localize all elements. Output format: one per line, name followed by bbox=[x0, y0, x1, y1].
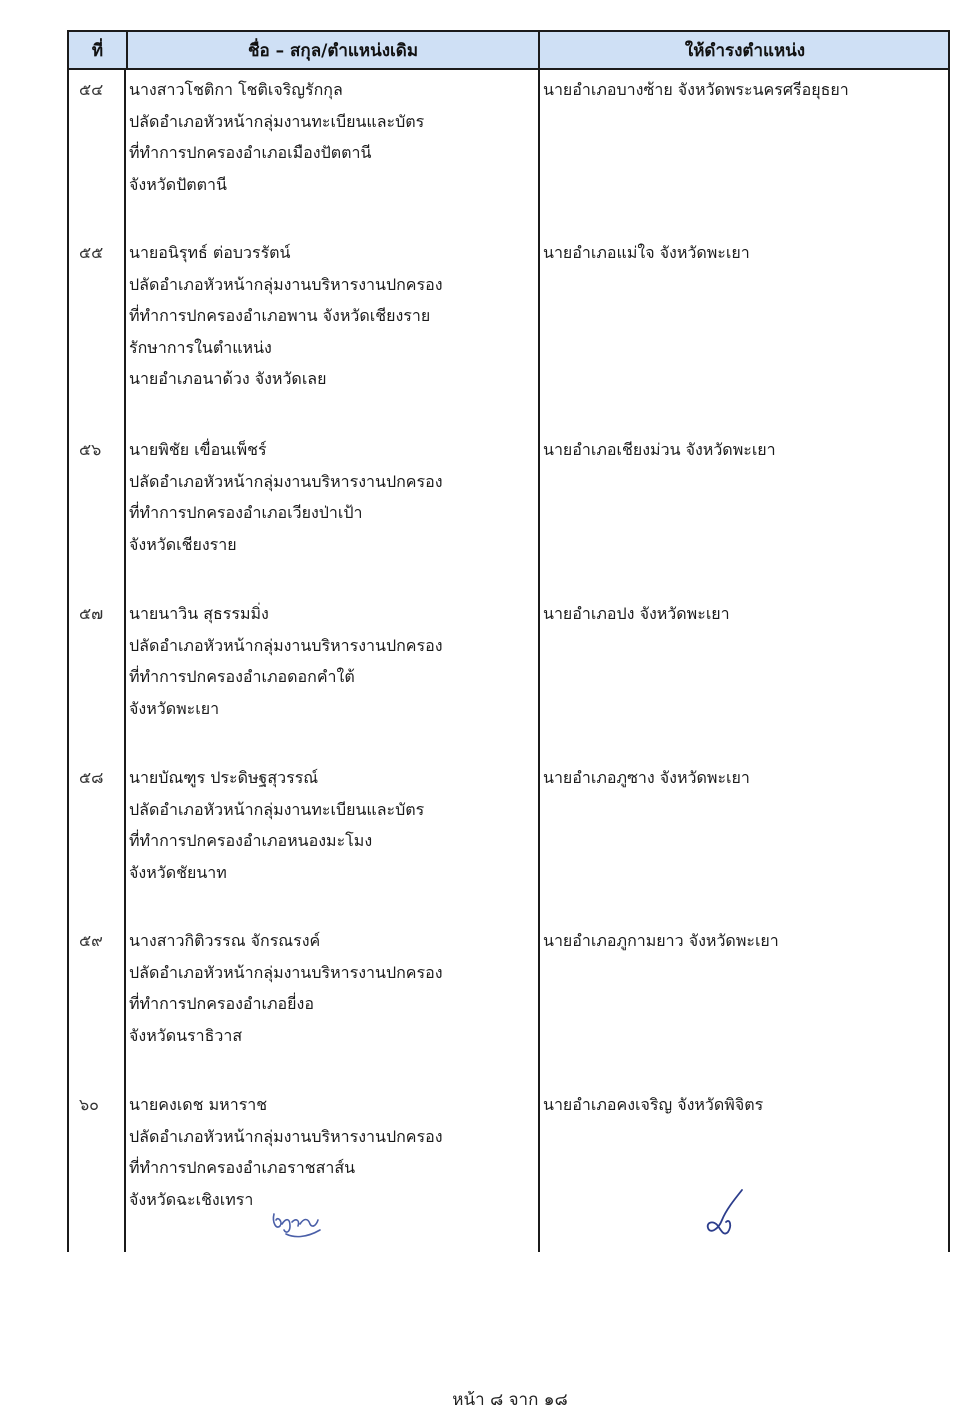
new-position: นายอำเภอภูกามยาว จังหวัดพะเยา bbox=[543, 931, 779, 950]
new-position: นายอำเภอบางซ้าย จังหวัดพระนครศรีอยุธยา bbox=[543, 80, 849, 99]
old-position-line: ปลัดอำเภอหัวหน้ากลุ่มงานบริหารงานปกครอง bbox=[129, 1126, 443, 1146]
person-name: นายคงเดช มหาราช bbox=[129, 1095, 268, 1114]
old-position-line: นายอำเภอนาด้วง จังหวัดเลย bbox=[129, 369, 327, 388]
person-name: นางสาวโชติกา โชติเจริญรักกุล bbox=[129, 80, 343, 99]
old-position-line: ปลัดอำเภอหัวหน้ากลุ่มงานทะเบียนและบัตร bbox=[129, 111, 425, 131]
name-position-cell bbox=[129, 237, 529, 395]
row-number: ๕๙ bbox=[79, 931, 103, 950]
table-border-right bbox=[948, 70, 950, 1252]
row-number: ๕๔ bbox=[79, 80, 104, 99]
page-number: หน้า ๘ จาก ๑๘ bbox=[452, 1390, 568, 1410]
old-position-line: ปลัดอำเภอหัวหน้ากลุ่มงานทะเบียนและบัตร bbox=[129, 799, 425, 819]
row-number: ๕๖ bbox=[79, 440, 102, 459]
old-position-line: ที่ทำการปกครองอำเภอหนองมะโมง bbox=[129, 831, 373, 850]
table-divider-position bbox=[538, 70, 540, 1252]
row-number: ๖๐ bbox=[79, 1095, 99, 1114]
old-position-line: ที่ทำการปกครองอำเภอราชสาส์น bbox=[129, 1158, 356, 1177]
new-position: นายอำเภอปง จังหวัดพะเยา bbox=[543, 604, 730, 623]
old-position-line: ที่ทำการปกครองอำเภอพาน จังหวัดเชียงราย bbox=[129, 306, 431, 325]
old-position-line: จังหวัดชัยนาท bbox=[129, 862, 227, 882]
name-position-cell bbox=[129, 925, 529, 1051]
old-position-line: จังหวัดฉะเชิงเทรา bbox=[129, 1189, 254, 1209]
person-name: นายพิชัย เขื่อนเพ็ชร์ bbox=[129, 440, 267, 459]
person-name: นายนาวิน สุธรรมมิ่ง bbox=[129, 604, 269, 623]
old-position-line: จังหวัดพะเยา bbox=[129, 698, 220, 718]
handwritten-initials-signature bbox=[268, 1204, 328, 1242]
handwritten-initial-signature bbox=[700, 1186, 752, 1240]
header-name-position: ชื่อ – สกุล/ตำแหน่งเดิม bbox=[247, 41, 419, 61]
row-number: ๕๕ bbox=[79, 243, 104, 262]
old-position-line: จังหวัดเชียงราย bbox=[129, 534, 237, 554]
table-divider-no bbox=[124, 70, 126, 1252]
new-position: นายอำเภอเชียงม่วน จังหวัดพะเยา bbox=[543, 440, 776, 459]
old-position-line: ปลัดอำเภอหัวหน้ากลุ่มงานบริหารงานปกครอง bbox=[129, 471, 443, 491]
old-position-line: ที่ทำการปกครองอำเภอเวียงป่าเป้า bbox=[129, 503, 363, 522]
name-position-cell bbox=[129, 762, 529, 888]
old-position-line: ปลัดอำเภอหัวหน้ากลุ่มงานบริหารงานปกครอง bbox=[129, 635, 443, 655]
name-position-cell bbox=[129, 598, 529, 724]
old-position-line: จังหวัดนราธิวาส bbox=[129, 1025, 243, 1045]
table-border-left bbox=[67, 70, 69, 1252]
new-position: นายอำเภอภูซาง จังหวัดพะเยา bbox=[543, 768, 750, 787]
name-position-cell bbox=[129, 1089, 529, 1215]
new-position: นายอำเภอคงเจริญ จังหวัดพิจิตร bbox=[543, 1095, 764, 1114]
person-name: นายอนิรุทธ์ ต่อบวรรัตน์ bbox=[129, 243, 291, 262]
person-name: นายบัณฑูร ประดิษฐสุวรรณ์ bbox=[129, 768, 319, 787]
header-new-position: ให้ดำรงตำแหน่ง bbox=[684, 41, 806, 61]
header-no: ที่ bbox=[91, 41, 104, 61]
person-name: นางสาวกิติวรรณ จักรณรงค์ bbox=[129, 931, 321, 950]
new-position: นายอำเภอแม่ใจ จังหวัดพะเยา bbox=[543, 243, 750, 262]
row-number: ๕๗ bbox=[79, 604, 104, 623]
old-position-line: รักษาการในตำแหน่ง bbox=[129, 337, 272, 357]
old-position-line: ที่ทำการปกครองอำเภอดอกคำใต้ bbox=[129, 667, 355, 686]
old-position-line: ที่ทำการปกครองอำเภอยี่งอ bbox=[129, 994, 314, 1013]
name-position-cell bbox=[129, 434, 529, 560]
name-position-cell bbox=[129, 74, 529, 200]
row-number: ๕๘ bbox=[79, 768, 104, 787]
old-position-line: ปลัดอำเภอหัวหน้ากลุ่มงานบริหารงานปกครอง bbox=[129, 274, 443, 294]
table-header bbox=[67, 30, 950, 70]
old-position-line: ที่ทำการปกครองอำเภอเมืองปัตตานี bbox=[129, 143, 372, 162]
old-position-line: ปลัดอำเภอหัวหน้ากลุ่มงานบริหารงานปกครอง bbox=[129, 962, 443, 982]
old-position-line: จังหวัดปัตตานี bbox=[129, 174, 227, 194]
